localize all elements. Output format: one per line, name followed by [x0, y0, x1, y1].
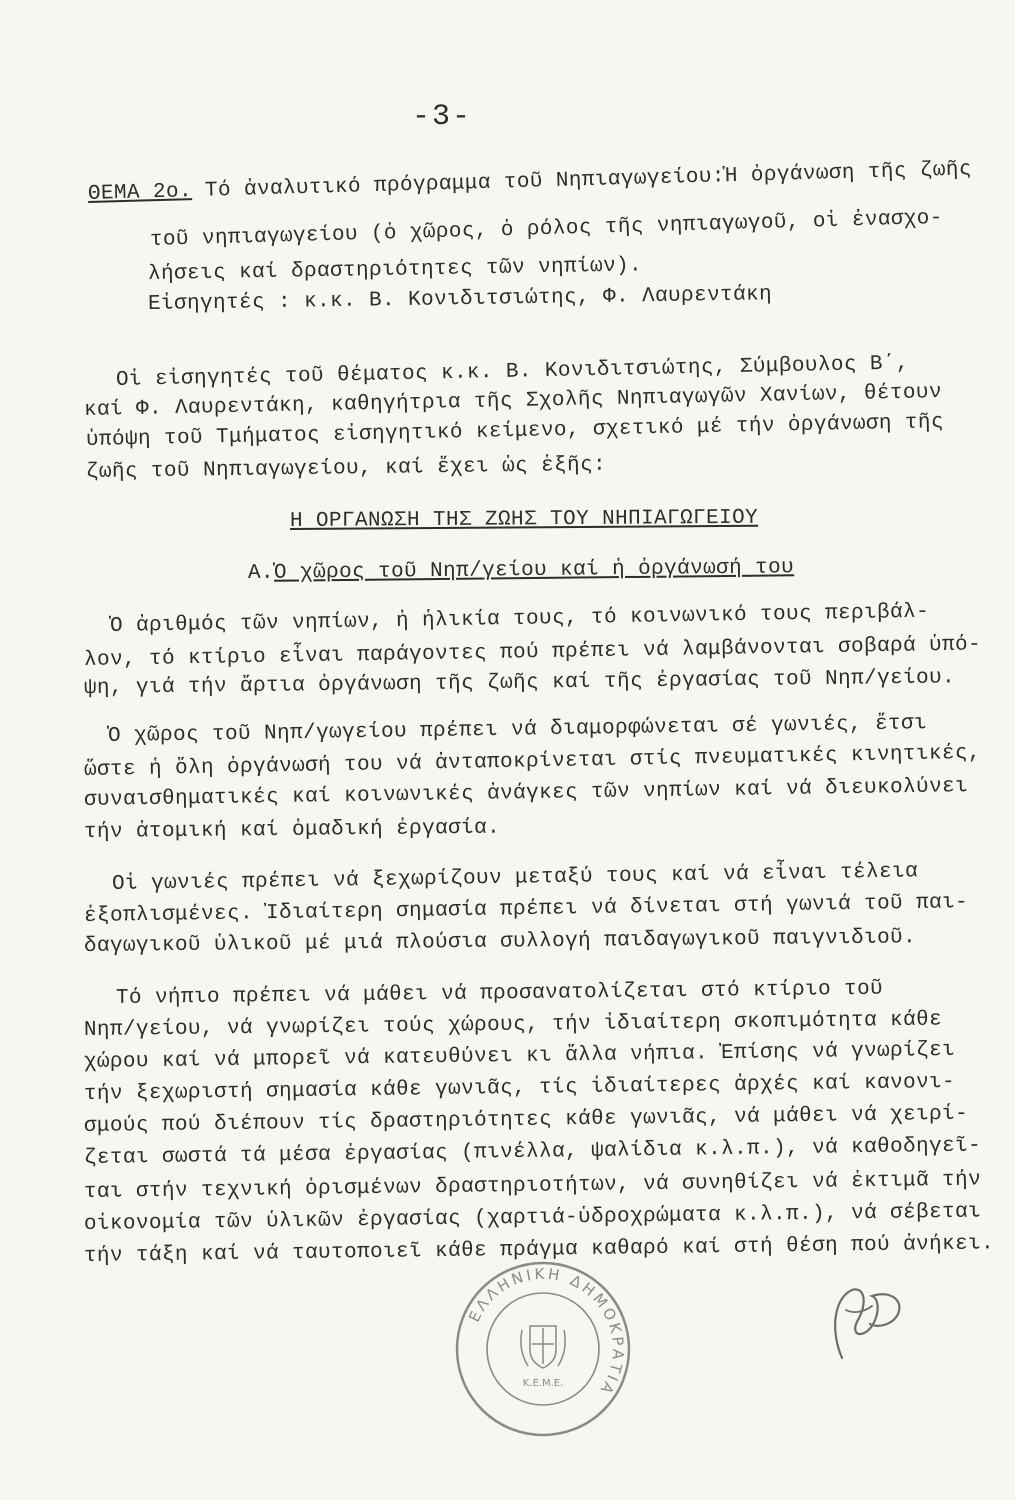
paragraph-4-line-4: τήν ξεχωριστή σημασία κάθε γωνιᾶς, τίς ἰδιαίτερες ἀρχές καί κανονι- [83, 1070, 956, 1106]
paragraph-4-line-9: τήν τάξη καί νά ταυτοποιεῖ κάθε πράγμα καθαρό καί στή θέση πού ἀνήκει. [83, 1232, 995, 1268]
intro-line-4: ζωῆς τοῦ Νηπιαγωγείου, καί ἔχει ὡς ἑξῆς: [85, 453, 607, 484]
intro-line-1: Οἱ εἰσηγητές τοῦ θέματος κ.κ. Β. Κονιδιτσιώτης, Σύμβουλος Β΄, [115, 352, 910, 392]
page-number: -3- [412, 100, 473, 134]
sub-heading [248, 556, 794, 585]
paragraph-4-line-1: Τό νήπιο πρέπει νά μάθει νά προσανατολίζεται στό κτίριο τοῦ [115, 977, 884, 1010]
paragraph-3-line-1: Οἱ γωνιές πρέπει νά ξεχωρίζουν μεταξύ τους καί νά εἶναι τέλεια [111, 860, 919, 896]
paragraph-4-line-6: ζεται σωστά τά μέσα ἐργασίας (πινέλλα, ψαλίδια κ.λ.π.), νά καθοδηγεῖ- [83, 1134, 982, 1170]
intro-line-3: ὑπόψη τοῦ Τμήματος εἰσηγητικό κείμενο, σχετικό μέ τήν ὀργάνωση τῆς [85, 411, 945, 452]
paragraph-2-line-4: τήν ἀτομική καί ὁμαδική ἐργασία. [83, 816, 501, 844]
paragraph-1-line-3: ψη, γιά τήν ἄρτια ὀργάνωση τῆς ζωῆς καί τῆς ἐργασίας τοῦ Νηπ/γείου. [83, 666, 956, 700]
paragraph-3-line-3: δαγωγικοῦ ὑλικοῦ μέ μιά πλούσια συλλογή παιδαγωγικοῦ παιγνιδιοῦ. [83, 926, 917, 958]
topic-label: ΘΕΜΑ 2ο. [87, 180, 193, 206]
topic-text: Τό ἀναλυτικό πρόγραμμα τοῦ Νηπιαγωγείου:Ἡ ὀργάνωση τῆς ζωῆς [204, 158, 973, 203]
paragraph-3-line-2: ἐξοπλισμένες. Ἰδιαίτερη σημασία πρέπει νά δίνεται στή γωνιά τοῦ παι- [83, 891, 969, 928]
intro-line-2: καί Φ. Λαυρεντάκη, καθηγήτρια τῆς Σχολῆς Νηπιαγωγῶν Χανίων, θέτουν [83, 381, 943, 422]
topic-line-1 [88, 157, 973, 208]
paragraph-1-line-2: λον, τό κτίριο εἶναι παράγοντες πού πρέπει νά λαμβάνονται σοβαρά ὑπό- [83, 633, 982, 672]
rapporteurs-line: Εἰσηγητές : κ.κ. Β. Κονιδιτσιώτης, Φ. Λαυρεντάκη [147, 283, 773, 316]
topic-line-3: λήσεις καί δραστηριότητες τῶν νηπίων). [147, 254, 643, 286]
paragraph-4-line-8: οἰκονομία τῶν ὑλικῶν ἐργασίας (χαρτιά-ὑδροχρώματα κ.λ.π.), νά σέβεται [83, 1200, 982, 1236]
main-heading: Η ΟΡΓΑΝΩΣΗ ΤΗΣ ΖΩΗΣ ΤΟΥ ΝΗΠΙΑΓΩΓΕΙΟΥ [289, 506, 759, 533]
paragraph-4-line-5: σμούς πού διέπουν τίς δραστηριότητες κάθε γωνιᾶς, νά μάθει νά χειρί- [83, 1102, 969, 1138]
paragraph-1-line-1: Ὁ ἀριθμός τῶν νηπίων, ἡ ἡλικία τους, τό κοινωνικό τους περιβάλ- [109, 600, 930, 638]
signature [812, 1280, 912, 1362]
topic-line-2: τοῦ νηπιαγωγείου (ὁ χῶρος, ὁ ρόλος τῆς νηπιαγωγοῦ, οἱ ἐνασχο- [149, 206, 944, 252]
sub-heading-prefix: Α. [247, 561, 275, 585]
paragraph-2-line-2: ὥστε ἡ ὅλη ὀργάνωσή του νά ἀνταποκρίνεται στίς πνευματικές κινητικές, [83, 741, 982, 782]
paragraph-4-line-2: Νηπ/γείου, νά γνωρίζει τούς χώρους, τήν ἰδιαίτερη σκοπιμότητα κάθε [83, 1008, 943, 1042]
paragraph-2-line-3: συναισθηματικές καί κοινωνικές ἀνάγκες τῶν νηπίων καί νά διευκολύνει [83, 775, 969, 812]
official-stamp [452, 1258, 634, 1440]
paragraph-4-line-3: χώρου καί νά μπορεῖ νά κατευθύνει κι ἄλλα νήπια. Ἐπίσης νά γνωρίζει [83, 1038, 956, 1074]
stamp-ring-text: ΕΛΛΗΝΙΚΗ ΔΗΜΟΚΡΑΤΙΑ [465, 1264, 628, 1400]
paragraph-4-line-7: ται στήν τεχνική ὁρισμένων δραστηριοτήτων, νά συνηθίζει νά ἐκτιμᾶ τήν [83, 1168, 982, 1204]
sub-heading-text: Ὁ χῶρος τοῦ Νηπ/γείου καί ἡ ὀργάνωσή του [273, 556, 795, 585]
stamp-center-text: Κ.Ε.Μ.Ε. [522, 1378, 564, 1389]
paragraph-2-line-1: Ὁ χῶρος τοῦ Νηπ/γωγείου πρέπει νά διαμορφώνεται σέ γωνιές, ἔτσι [107, 712, 928, 748]
coat-of-arms-icon [521, 1326, 565, 1368]
